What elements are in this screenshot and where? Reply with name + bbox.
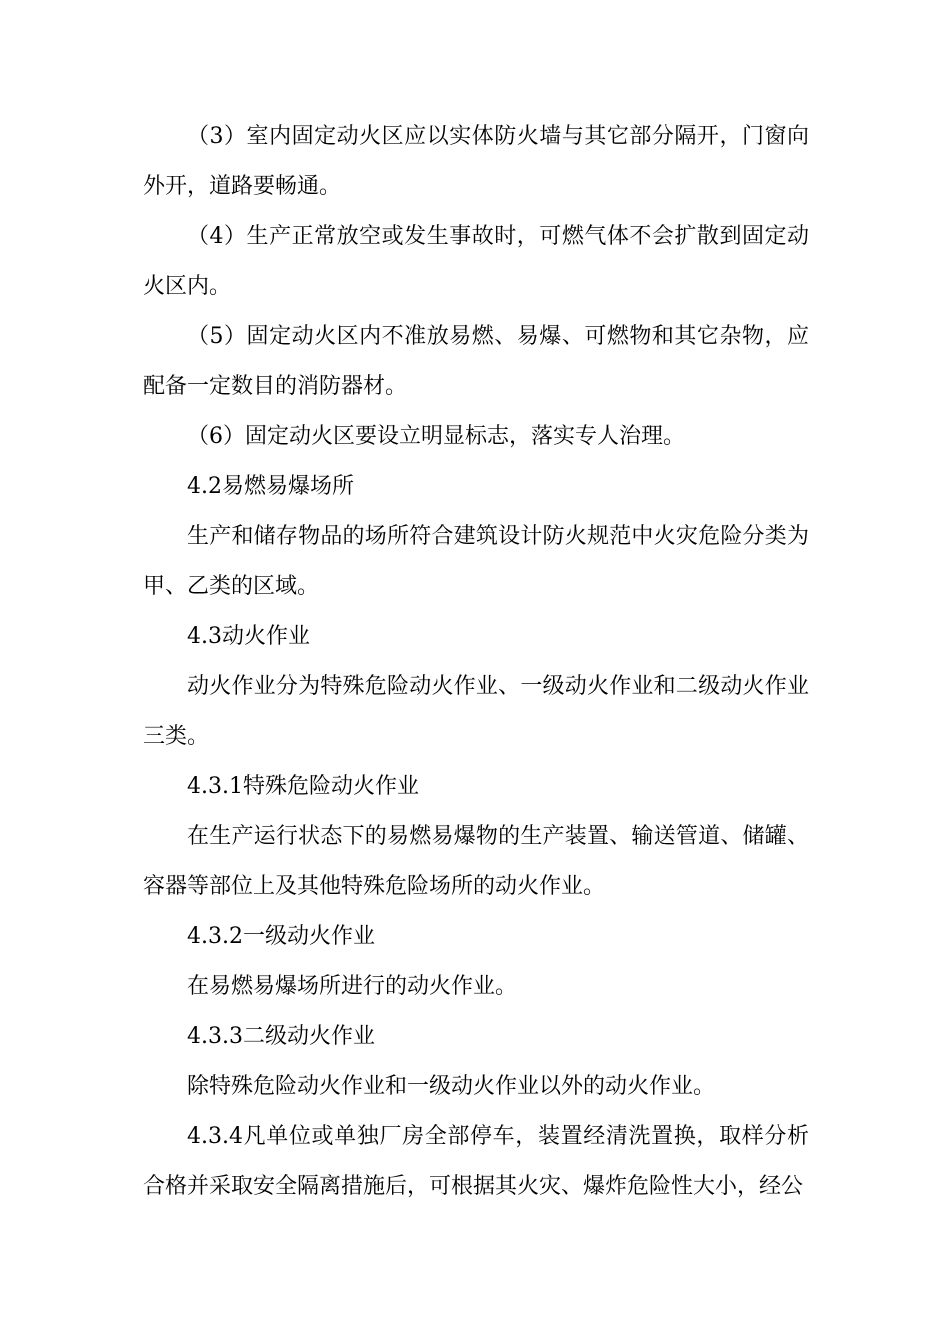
paragraph-fixed-fire-zone-3: （3）室内固定动火区应以实体防火墙与其它部分隔开，门窗向外开，道路要畅通。	[143, 124, 809, 199]
paragraph-fixed-fire-zone-6: （6）固定动火区要设立明显标志，落实专人治理。	[187, 424, 685, 449]
section-heading-4-3-2: 4.3.2一级动火作业	[187, 924, 375, 949]
paragraph-4-3-4-shutdown: 4.3.4凡单位或单独厂房全部停车，装置经清洗置换，取样分析合格并采取安全隔离措施后，可根据其火灾、爆炸危险性大小，经公	[143, 1124, 809, 1199]
paragraph-second-level-hot-work: 除特殊危险动火作业和一级动火作业以外的动火作业。	[187, 1074, 716, 1099]
section-heading-4-3-1: 4.3.1特殊危险动火作业	[187, 774, 419, 799]
paragraph-fixed-fire-zone-5: （5）固定动火区内不准放易燃、易爆、可燃物和其它杂物，应配备一定数目的消防器材。	[143, 324, 809, 399]
section-heading-4-3-3: 4.3.3二级动火作业	[187, 1024, 375, 1049]
paragraph-flammable-site-definition: 生产和储存物品的场所符合建筑设计防火规范中火灾危险分类为甲、乙类的区域。	[143, 524, 809, 599]
section-heading-4-2: 4.2易燃易爆场所	[187, 474, 354, 499]
paragraph-hot-work-classes: 动火作业分为特殊危险动火作业、一级动火作业和二级动火作业三类。	[143, 674, 809, 749]
section-heading-4-3: 4.3动火作业	[187, 624, 310, 649]
paragraph-special-hot-work: 在生产运行状态下的易燃易爆物的生产装置、输送管道、储罐、容器等部位上及其他特殊危险场所的动火作业。	[143, 824, 809, 899]
paragraph-first-level-hot-work: 在易燃易爆场所进行的动火作业。	[187, 974, 518, 999]
paragraph-fixed-fire-zone-4: （4）生产正常放空或发生事故时，可燃气体不会扩散到固定动火区内。	[143, 224, 809, 299]
document-body	[143, 112, 809, 1212]
